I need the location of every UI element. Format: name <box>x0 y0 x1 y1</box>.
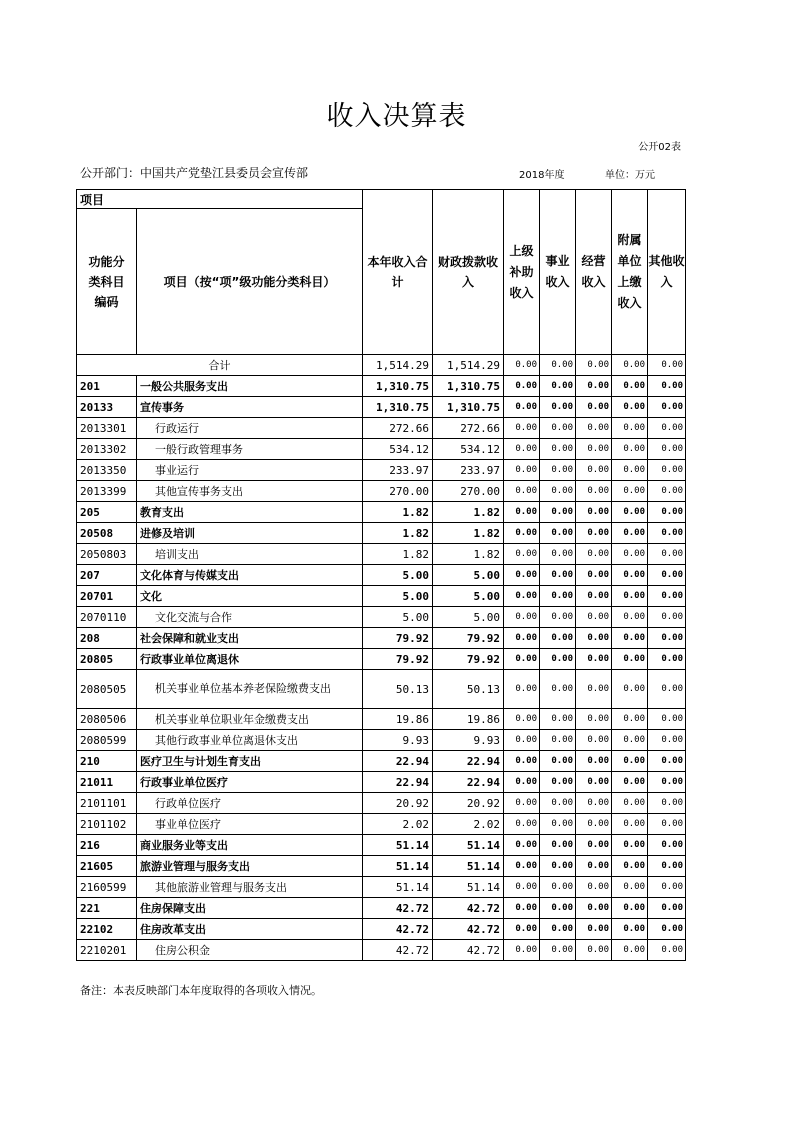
row-value: 1,310.75 <box>433 376 504 397</box>
row-value: 0.00 <box>540 481 576 502</box>
row-code: 207 <box>77 565 137 586</box>
row-value: 0.00 <box>612 565 648 586</box>
row-value: 1.82 <box>363 502 433 523</box>
row-value: 0.00 <box>648 544 686 565</box>
table-row <box>77 814 686 835</box>
row-value: 0.00 <box>504 835 540 856</box>
row-value: 0.00 <box>540 502 576 523</box>
row-value: 5.00 <box>433 565 504 586</box>
row-value: 270.00 <box>433 481 504 502</box>
row-value: 0.00 <box>540 628 576 649</box>
row-code: 208 <box>77 628 137 649</box>
row-code: 2013350 <box>77 460 137 481</box>
row-value: 0.00 <box>648 481 686 502</box>
row-value: 0.00 <box>612 544 648 565</box>
table-row <box>77 397 686 418</box>
row-value: 0.00 <box>576 481 612 502</box>
row-value: 0.00 <box>648 856 686 877</box>
row-value: 0.00 <box>576 793 612 814</box>
row-value: 51.14 <box>433 856 504 877</box>
row-code: 2080599 <box>77 730 137 751</box>
row-value: 534.12 <box>433 439 504 460</box>
row-code: 2080506 <box>77 709 137 730</box>
header-row-1 <box>77 190 686 209</box>
row-value: 51.14 <box>433 835 504 856</box>
row-code: 21011 <box>77 772 137 793</box>
table-row <box>77 544 686 565</box>
header-business: 事业收入 <box>540 190 576 355</box>
table-row <box>77 877 686 898</box>
row-value: 0.00 <box>648 418 686 439</box>
row-value: 0.00 <box>504 502 540 523</box>
row-value: 0.00 <box>576 670 612 709</box>
row-value: 0.00 <box>504 877 540 898</box>
row-value: 22.94 <box>433 751 504 772</box>
row-value: 79.92 <box>363 649 433 670</box>
row-value: 79.92 <box>433 628 504 649</box>
table-row <box>77 502 686 523</box>
row-value: 0.00 <box>648 628 686 649</box>
row-value: 233.97 <box>363 460 433 481</box>
row-value: 0.00 <box>612 709 648 730</box>
row-name: 机关事业单位职业年金缴费支出 <box>137 709 363 730</box>
income-table <box>76 189 686 961</box>
row-value: 0.00 <box>504 856 540 877</box>
form-number: 公开02表 <box>638 142 681 153</box>
row-value: 0.00 <box>576 397 612 418</box>
row-value: 0.00 <box>504 730 540 751</box>
row-value: 0.00 <box>540 439 576 460</box>
row-code: 2210201 <box>77 940 137 961</box>
row-value: 42.72 <box>363 898 433 919</box>
row-value: 0.00 <box>648 709 686 730</box>
total-value: 0.00 <box>576 355 612 376</box>
row-value: 0.00 <box>504 628 540 649</box>
row-code: 22102 <box>77 919 137 940</box>
row-value: 0.00 <box>504 565 540 586</box>
header-other: 其他收入 <box>648 190 686 355</box>
row-code: 20133 <box>77 397 137 418</box>
row-value: 0.00 <box>612 481 648 502</box>
row-value: 0.00 <box>540 709 576 730</box>
row-code: 221 <box>77 898 137 919</box>
row-value: 0.00 <box>648 835 686 856</box>
row-value: 0.00 <box>504 709 540 730</box>
row-name: 教育支出 <box>137 502 363 523</box>
row-value: 0.00 <box>612 628 648 649</box>
row-value: 0.00 <box>540 940 576 961</box>
row-value: 0.00 <box>504 460 540 481</box>
row-value: 0.00 <box>504 481 540 502</box>
row-value: 1.82 <box>363 523 433 544</box>
row-value: 0.00 <box>576 730 612 751</box>
row-value: 0.00 <box>576 772 612 793</box>
row-value: 5.00 <box>433 607 504 628</box>
row-value: 79.92 <box>363 628 433 649</box>
row-value: 42.72 <box>433 898 504 919</box>
table-row <box>77 856 686 877</box>
row-value: 272.66 <box>433 418 504 439</box>
row-value: 51.14 <box>363 877 433 898</box>
row-value: 0.00 <box>576 814 612 835</box>
row-value: 0.00 <box>648 877 686 898</box>
row-value: 0.00 <box>648 649 686 670</box>
table-row <box>77 835 686 856</box>
table-row <box>77 919 686 940</box>
row-value: 0.00 <box>540 649 576 670</box>
row-value: 0.00 <box>504 439 540 460</box>
row-name: 一般公共服务支出 <box>137 376 363 397</box>
row-value: 270.00 <box>363 481 433 502</box>
department-label: 公开部门：中国共产党垫江县委员会宣传部 <box>80 166 309 180</box>
row-value: 0.00 <box>576 628 612 649</box>
row-code: 2050803 <box>77 544 137 565</box>
header-fiscal: 财政拨款收入 <box>433 190 504 355</box>
table-row <box>77 898 686 919</box>
row-value: 0.00 <box>540 835 576 856</box>
row-value: 0.00 <box>612 877 648 898</box>
row-value: 0.00 <box>612 835 648 856</box>
table-row <box>77 751 686 772</box>
row-code: 2101101 <box>77 793 137 814</box>
row-value: 2.02 <box>363 814 433 835</box>
unit-label: 单位：万元 <box>605 170 655 181</box>
footnote: 备注：本表反映部门本年度取得的各项收入情况。 <box>80 984 322 997</box>
row-value: 0.00 <box>648 376 686 397</box>
row-value: 1.82 <box>433 502 504 523</box>
table-row <box>77 628 686 649</box>
table-row <box>77 709 686 730</box>
row-value: 0.00 <box>540 418 576 439</box>
row-code: 2013301 <box>77 418 137 439</box>
row-name: 事业单位医疗 <box>137 814 363 835</box>
total-label: 合计 <box>77 355 363 376</box>
row-value: 50.13 <box>433 670 504 709</box>
row-value: 1,310.75 <box>433 397 504 418</box>
row-value: 0.00 <box>504 898 540 919</box>
row-value: 0.00 <box>648 670 686 709</box>
row-value: 51.14 <box>363 856 433 877</box>
row-value: 0.00 <box>540 460 576 481</box>
row-value: 0.00 <box>612 670 648 709</box>
table-row <box>77 670 686 709</box>
row-value: 0.00 <box>576 376 612 397</box>
row-code: 216 <box>77 835 137 856</box>
row-value: 0.00 <box>504 814 540 835</box>
header-project: 项目 <box>77 190 363 209</box>
row-value: 0.00 <box>576 523 612 544</box>
row-value: 0.00 <box>540 772 576 793</box>
row-name: 进修及培训 <box>137 523 363 544</box>
row-value: 272.66 <box>363 418 433 439</box>
row-value: 0.00 <box>540 607 576 628</box>
row-name: 文化体育与传媒支出 <box>137 565 363 586</box>
row-value: 0.00 <box>540 544 576 565</box>
row-code: 2013399 <box>77 481 137 502</box>
row-value: 0.00 <box>648 502 686 523</box>
row-value: 0.00 <box>648 793 686 814</box>
row-value: 5.00 <box>363 565 433 586</box>
row-value: 0.00 <box>612 418 648 439</box>
row-value: 0.00 <box>612 793 648 814</box>
row-value: 0.00 <box>576 649 612 670</box>
row-value: 0.00 <box>540 670 576 709</box>
row-value: 0.00 <box>648 814 686 835</box>
row-value: 0.00 <box>540 793 576 814</box>
row-value: 0.00 <box>648 439 686 460</box>
row-name: 培训支出 <box>137 544 363 565</box>
row-value: 0.00 <box>504 397 540 418</box>
row-value: 0.00 <box>648 898 686 919</box>
row-value: 22.94 <box>363 751 433 772</box>
row-value: 9.93 <box>363 730 433 751</box>
row-value: 0.00 <box>612 649 648 670</box>
row-value: 0.00 <box>576 751 612 772</box>
row-value: 0.00 <box>612 856 648 877</box>
row-value: 50.13 <box>363 670 433 709</box>
row-value: 19.86 <box>433 709 504 730</box>
table-row <box>77 772 686 793</box>
row-value: 0.00 <box>576 856 612 877</box>
total-row <box>77 355 686 376</box>
row-value: 0.00 <box>576 565 612 586</box>
row-value: 42.72 <box>363 919 433 940</box>
row-name: 行政单位医疗 <box>137 793 363 814</box>
table-row <box>77 649 686 670</box>
row-value: 19.86 <box>363 709 433 730</box>
row-value: 0.00 <box>576 544 612 565</box>
row-value: 1,310.75 <box>363 376 433 397</box>
row-value: 2.02 <box>433 814 504 835</box>
row-value: 9.93 <box>433 730 504 751</box>
row-value: 0.00 <box>540 919 576 940</box>
row-name: 行政运行 <box>137 418 363 439</box>
row-name: 其他行政事业单位离退休支出 <box>137 730 363 751</box>
table-row <box>77 940 686 961</box>
row-value: 0.00 <box>576 418 612 439</box>
row-value: 0.00 <box>504 544 540 565</box>
row-value: 0.00 <box>612 730 648 751</box>
row-value: 0.00 <box>504 376 540 397</box>
header-operating: 经营收入 <box>576 190 612 355</box>
header-total: 本年收入合计 <box>363 190 433 355</box>
row-value: 0.00 <box>540 523 576 544</box>
table-row <box>77 460 686 481</box>
row-name: 行政事业单位离退休 <box>137 649 363 670</box>
total-value: 0.00 <box>648 355 686 376</box>
row-value: 0.00 <box>540 397 576 418</box>
row-value: 1.82 <box>433 523 504 544</box>
row-value: 0.00 <box>612 751 648 772</box>
row-name: 行政事业单位医疗 <box>137 772 363 793</box>
row-name: 文化 <box>137 586 363 607</box>
page-title: 收入决算表 <box>326 101 467 132</box>
row-value: 0.00 <box>612 586 648 607</box>
row-value: 0.00 <box>540 376 576 397</box>
row-value: 0.00 <box>540 898 576 919</box>
row-code: 20701 <box>77 586 137 607</box>
row-value: 0.00 <box>504 607 540 628</box>
row-value: 0.00 <box>576 709 612 730</box>
row-value: 0.00 <box>504 919 540 940</box>
row-value: 0.00 <box>612 607 648 628</box>
table-row <box>77 565 686 586</box>
row-value: 22.94 <box>433 772 504 793</box>
row-value: 0.00 <box>612 502 648 523</box>
row-value: 0.00 <box>648 919 686 940</box>
row-value: 20.92 <box>433 793 504 814</box>
row-value: 0.00 <box>576 835 612 856</box>
row-value: 0.00 <box>612 814 648 835</box>
total-value: 0.00 <box>504 355 540 376</box>
row-name: 机关事业单位基本养老保险缴费支出 <box>137 670 363 709</box>
table-row <box>77 793 686 814</box>
row-value: 5.00 <box>363 586 433 607</box>
row-name: 旅游业管理与服务支出 <box>137 856 363 877</box>
row-value: 0.00 <box>504 523 540 544</box>
table-row <box>77 586 686 607</box>
row-name: 社会保障和就业支出 <box>137 628 363 649</box>
row-value: 0.00 <box>648 460 686 481</box>
row-name: 商业服务业等支出 <box>137 835 363 856</box>
row-value: 0.00 <box>576 439 612 460</box>
row-value: 0.00 <box>612 919 648 940</box>
row-value: 5.00 <box>363 607 433 628</box>
row-value: 42.72 <box>433 919 504 940</box>
row-code: 2080505 <box>77 670 137 709</box>
row-code: 201 <box>77 376 137 397</box>
row-value: 0.00 <box>504 751 540 772</box>
row-name: 其他宣传事务支出 <box>137 481 363 502</box>
row-code: 2101102 <box>77 814 137 835</box>
row-value: 0.00 <box>540 856 576 877</box>
row-value: 0.00 <box>612 898 648 919</box>
row-name: 其他旅游业管理与服务支出 <box>137 877 363 898</box>
row-value: 0.00 <box>648 751 686 772</box>
row-value: 0.00 <box>648 730 686 751</box>
row-value: 0.00 <box>504 649 540 670</box>
row-value: 79.92 <box>433 649 504 670</box>
row-code: 2070110 <box>77 607 137 628</box>
row-name: 住房改革支出 <box>137 919 363 940</box>
row-value: 0.00 <box>612 772 648 793</box>
row-value: 51.14 <box>363 835 433 856</box>
row-value: 233.97 <box>433 460 504 481</box>
total-value: 0.00 <box>540 355 576 376</box>
row-value: 0.00 <box>612 940 648 961</box>
row-value: 22.94 <box>363 772 433 793</box>
row-value: 0.00 <box>648 523 686 544</box>
row-value: 534.12 <box>363 439 433 460</box>
table-row <box>77 439 686 460</box>
header-name: 项目（按“项”级功能分类科目） <box>137 209 363 355</box>
row-value: 1.82 <box>433 544 504 565</box>
row-value: 0.00 <box>540 730 576 751</box>
row-value: 0.00 <box>612 397 648 418</box>
row-name: 住房保障支出 <box>137 898 363 919</box>
row-name: 宣传事务 <box>137 397 363 418</box>
row-value: 0.00 <box>576 919 612 940</box>
row-value: 0.00 <box>576 940 612 961</box>
row-value: 0.00 <box>648 607 686 628</box>
row-value: 0.00 <box>648 940 686 961</box>
row-name: 住房公积金 <box>137 940 363 961</box>
row-name: 医疗卫生与计划生育支出 <box>137 751 363 772</box>
row-value: 0.00 <box>576 877 612 898</box>
row-value: 0.00 <box>504 772 540 793</box>
row-value: 0.00 <box>576 607 612 628</box>
row-value: 42.72 <box>363 940 433 961</box>
row-value: 20.92 <box>363 793 433 814</box>
row-code: 205 <box>77 502 137 523</box>
table-row <box>77 730 686 751</box>
table-row <box>77 481 686 502</box>
row-value: 0.00 <box>648 397 686 418</box>
row-value: 0.00 <box>612 460 648 481</box>
row-value: 0.00 <box>504 418 540 439</box>
row-value: 51.14 <box>433 877 504 898</box>
row-value: 0.00 <box>504 670 540 709</box>
row-value: 0.00 <box>504 940 540 961</box>
total-value: 0.00 <box>612 355 648 376</box>
table-row <box>77 607 686 628</box>
row-code: 21605 <box>77 856 137 877</box>
year-label: 2018年度 <box>519 170 565 181</box>
row-name: 一般行政管理事务 <box>137 439 363 460</box>
table-row <box>77 418 686 439</box>
row-code: 20508 <box>77 523 137 544</box>
row-value: 0.00 <box>540 565 576 586</box>
header-affiliated: 附属单位上缴收入 <box>612 190 648 355</box>
row-value: 0.00 <box>612 523 648 544</box>
row-code: 20805 <box>77 649 137 670</box>
row-value: 0.00 <box>648 772 686 793</box>
row-name: 事业运行 <box>137 460 363 481</box>
row-value: 1.82 <box>363 544 433 565</box>
row-code: 2160599 <box>77 877 137 898</box>
row-value: 0.00 <box>540 814 576 835</box>
row-value: 0.00 <box>648 565 686 586</box>
row-value: 5.00 <box>433 586 504 607</box>
row-value: 0.00 <box>540 586 576 607</box>
row-value: 42.72 <box>433 940 504 961</box>
row-value: 0.00 <box>648 586 686 607</box>
row-name: 文化交流与合作 <box>137 607 363 628</box>
row-value: 1,310.75 <box>363 397 433 418</box>
row-value: 0.00 <box>576 502 612 523</box>
table-row <box>77 376 686 397</box>
total-value: 1,514.29 <box>433 355 504 376</box>
row-value: 0.00 <box>576 460 612 481</box>
row-value: 0.00 <box>612 376 648 397</box>
row-code: 2013302 <box>77 439 137 460</box>
row-value: 0.00 <box>504 793 540 814</box>
row-value: 0.00 <box>612 439 648 460</box>
row-value: 0.00 <box>576 586 612 607</box>
total-value: 1,514.29 <box>363 355 433 376</box>
header-code: 功能分类科目编码 <box>77 209 137 355</box>
row-value: 0.00 <box>576 898 612 919</box>
header-upper: 上级补助收入 <box>504 190 540 355</box>
row-value: 0.00 <box>504 586 540 607</box>
row-value: 0.00 <box>540 877 576 898</box>
row-value: 0.00 <box>540 751 576 772</box>
row-code: 210 <box>77 751 137 772</box>
table-row <box>77 523 686 544</box>
